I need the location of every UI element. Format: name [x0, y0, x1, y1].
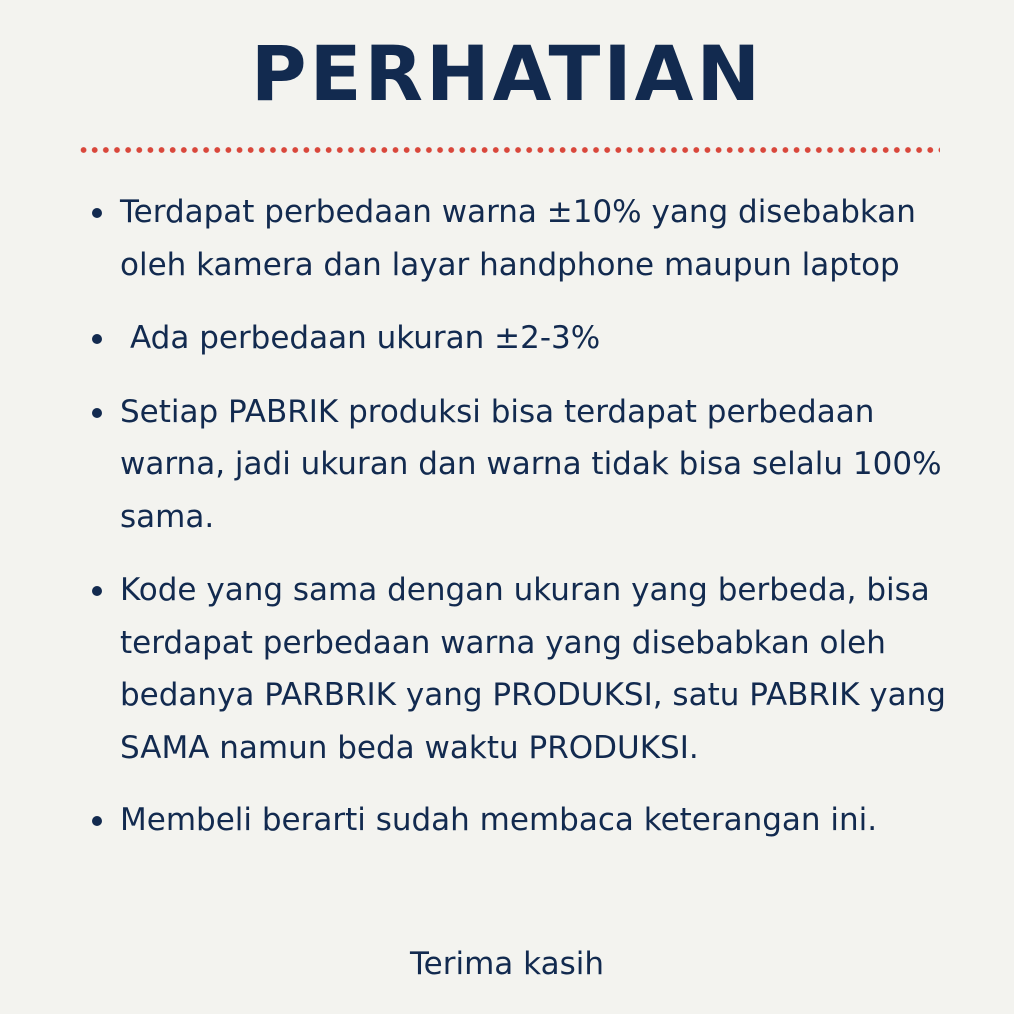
notice-text: Membeli berarti sudah membaca keterangan ini. — [120, 802, 878, 838]
notice-item-same-code — [84, 564, 984, 774]
notice-item-size-difference — [84, 312, 984, 365]
thank-you-text: Terima kasih — [410, 946, 604, 982]
notice-text: Terdapat perbedaan warna ±10% yang disebabkan oleh kamera dan layar handphone maupun laptop — [120, 194, 916, 283]
bullet-icon — [92, 586, 102, 596]
bullet-icon — [92, 208, 102, 218]
bullet-icon — [92, 408, 102, 418]
page-title: PERHATIAN — [250, 29, 764, 118]
notice-text: Setiap PABRIK produksi bisa terdapat perbedaan warna, jadi ukuran dan warna tidak bisa selalu 100% sama. — [120, 393, 942, 535]
notice-item-acknowledgement — [84, 794, 984, 847]
notice-text: Ada perbedaan ukuran ±2-3% — [130, 320, 601, 356]
bullet-icon — [92, 334, 102, 344]
notice-item-factory-production — [84, 386, 984, 544]
notice-text: Kode yang sama dengan ukuran yang berbeda, bisa terdapat perbedaan warna yang disebabkan oleh bedanya PARBRIK yang PRODUKSI, satu PABRIK yang SAMA namun beda waktu PRODUKSI. — [120, 572, 946, 766]
dotted-divider — [78, 146, 940, 154]
bullet-icon — [92, 816, 102, 826]
notice-item-color-difference — [84, 186, 984, 291]
notice-list — [84, 186, 984, 847]
